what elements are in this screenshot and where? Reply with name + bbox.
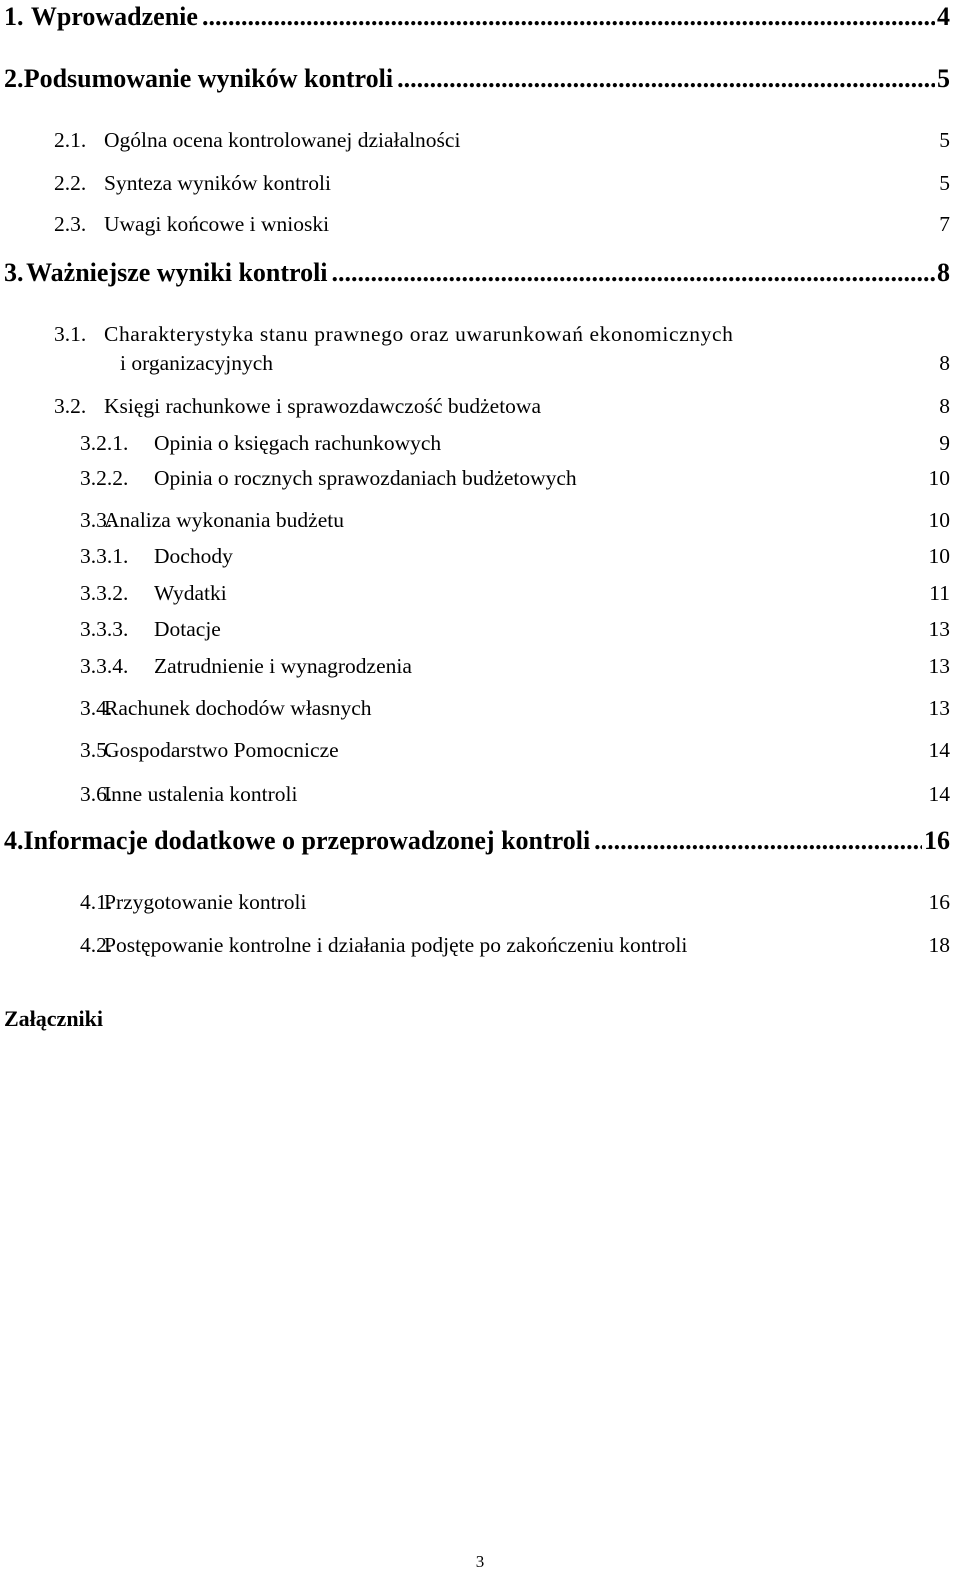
toc-number: 4.1. [80,890,113,914]
toc-entry-2[interactable] [0,64,960,94]
toc-title: Charakterystyka stanu prawnego oraz uwarunkowań ekonomicznych [104,322,734,346]
toc-page: 16 [924,826,950,855]
toc-title-continuation: i organizacyjnych [120,351,274,375]
toc-entry-2-3[interactable] [0,212,960,242]
toc-title: Rachunek dochodów własnych [104,696,372,720]
toc-number: 3.3.2. [80,581,129,605]
toc-page: 4 [937,2,950,31]
toc-entry-3-3-4[interactable] [0,654,960,684]
toc-title: Przygotowanie kontroli [104,890,307,914]
toc-title: Opinia o rocznych sprawozdaniach budżetowych [154,466,577,490]
toc-number: 3.3.4. [80,654,129,678]
toc-entry-3-2-1[interactable] [0,431,960,461]
toc-page: 9 [939,431,950,455]
toc-number: 2.3. [54,212,87,236]
page-number: 3 [475,1552,485,1571]
toc-entry-4[interactable] [0,826,960,856]
toc-title: Wydatki [154,581,227,605]
toc-page: 14 [928,782,950,806]
toc-number: 3.5. [80,738,113,762]
toc-page: 13 [928,696,950,720]
toc-entry-3-3-1[interactable] [0,544,960,574]
toc-entry-3-2[interactable] [0,394,960,424]
toc-entry-3-4[interactable] [0,696,960,726]
toc-title: Ważniejsze wyniki kontroli [26,258,328,287]
toc-entry-3-3[interactable] [0,508,960,538]
toc-title: Wprowadzenie [30,2,198,31]
toc-page: 14 [928,738,950,762]
toc-title: Gospodarstwo Pomocnicze [104,738,339,762]
toc-number: 1. [4,2,24,31]
toc-number: 4.2. [80,933,113,957]
toc-page: 8 [937,258,950,287]
toc-number: 3.3.1. [80,544,129,568]
annex-heading: Załączniki [4,1006,104,1031]
toc-leader [397,64,935,94]
toc-leader [202,2,935,32]
toc-leader [594,826,922,856]
toc-number: 3.1. [54,322,87,346]
toc-page: 8 [939,394,950,418]
toc-page: 13 [928,654,950,678]
toc-title: Informacje dodatkowe o przeprowadzonej kontroli [23,826,591,855]
toc-number: 3.2.1. [80,431,129,455]
toc-number: 4. [4,826,24,855]
toc-page: 5 [939,171,950,195]
toc-title: Podsumowanie wyników kontroli [23,64,394,93]
toc-title: Synteza wyników kontroli [104,171,331,195]
toc-number: 3.6. [80,782,113,806]
toc-entry-1[interactable] [0,2,960,32]
toc-entry-3-3-2[interactable] [0,581,960,611]
toc-title: Analiza wykonania budżetu [104,508,344,532]
toc-entry-4-2[interactable] [0,933,960,963]
toc-page: 7 [939,212,950,236]
toc-entry-3-6[interactable] [0,782,960,812]
toc-page: 8 [939,351,950,375]
toc-number: 2. [4,64,24,93]
toc-page: 5 [939,128,950,152]
toc-number: 3.2.2. [80,466,129,490]
toc-page: 18 [928,933,950,957]
toc-number: 2.1. [54,128,87,152]
toc-page: 16 [928,890,950,914]
toc-page: 13 [928,617,950,641]
toc-title: Księgi rachunkowe i sprawozdawczość budżetowa [104,394,542,418]
toc-title: Inne ustalenia kontroli [104,782,298,806]
toc-entry-2-2[interactable] [0,171,960,201]
toc-title: Ogólna ocena kontrolowanej działalności [104,128,461,152]
toc-entry-3-3-3[interactable] [0,617,960,647]
toc-entry-3-1-cont[interactable] [0,351,960,381]
toc-entry-3[interactable] [0,258,960,288]
toc-page: 5 [937,64,950,93]
toc-title: Postępowanie kontrolne i działania podjęte po zakończeniu kontroli [104,933,688,957]
toc-number: 3.2. [54,394,87,418]
toc-leader [332,258,935,288]
toc-entry-3-1[interactable] [0,322,960,352]
toc-number: 3.3. [80,508,113,532]
toc-entry-4-1[interactable] [0,890,960,920]
toc-page: 11 [929,581,950,605]
toc-title: Uwagi końcowe i wnioski [104,212,330,236]
toc-title: Zatrudnienie i wynagrodzenia [154,654,412,678]
toc-page: 10 [928,508,950,532]
toc-title: Opinia o księgach rachunkowych [154,431,442,455]
toc-entry-3-2-2[interactable] [0,466,960,496]
toc-title: Dotacje [154,617,221,641]
toc-entry-3-5[interactable] [0,738,960,768]
toc-number: 2.2. [54,171,87,195]
toc-page: 10 [928,466,950,490]
toc-entry-2-1[interactable] [0,128,960,158]
toc-number: 3. [4,258,24,287]
toc-number: 3.4. [80,696,113,720]
toc-number: 3.3.3. [80,617,129,641]
toc-title: Dochody [154,544,233,568]
toc-page: 10 [928,544,950,568]
